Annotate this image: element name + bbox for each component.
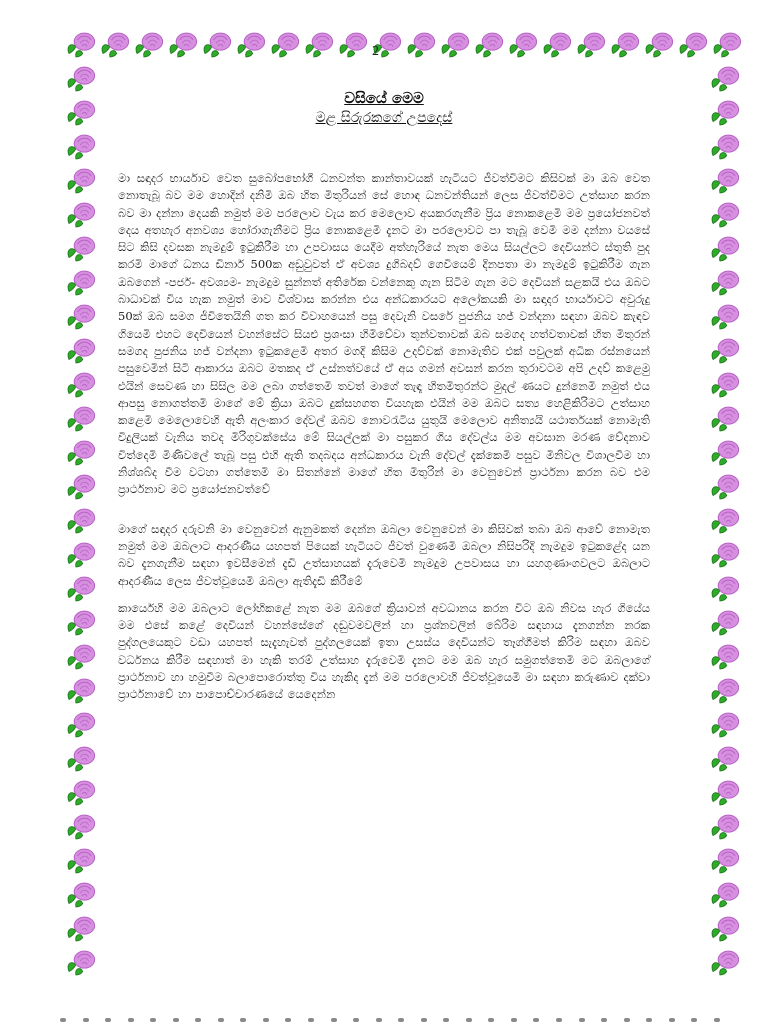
rose-icon xyxy=(708,810,742,844)
rose-icon xyxy=(64,572,98,606)
rose-icon xyxy=(708,470,742,504)
edge-mark xyxy=(691,1018,697,1022)
rose-icon xyxy=(64,946,98,980)
edge-mark xyxy=(353,1018,359,1022)
rose-icon xyxy=(166,28,200,62)
rose-icon xyxy=(708,606,742,640)
edge-mark xyxy=(60,1018,66,1022)
rose-icon xyxy=(708,538,742,572)
rose-icon xyxy=(64,402,98,436)
rose-border-right xyxy=(708,62,742,980)
rose-icon xyxy=(64,912,98,946)
rose-icon xyxy=(708,946,742,980)
edge-mark xyxy=(83,1018,89,1022)
page-number: 2 xyxy=(372,44,379,59)
rose-icon xyxy=(708,266,742,300)
rose-icon xyxy=(608,28,642,62)
rose-icon xyxy=(708,334,742,368)
rose-icon xyxy=(708,198,742,232)
rose-icon xyxy=(64,470,98,504)
rose-icon xyxy=(336,28,370,62)
edge-mark xyxy=(308,1018,314,1022)
rose-icon xyxy=(64,810,98,844)
edge-mark xyxy=(714,1018,720,1022)
document-title: වසියේ මෙම xyxy=(344,89,424,107)
rose-icon xyxy=(64,538,98,572)
rose-icon xyxy=(574,28,608,62)
rose-icon xyxy=(64,640,98,674)
rose-icon xyxy=(64,28,98,62)
paragraph: මාගේ සඳාදර දරුවනි මා වෙනුවෙන් ඇනුමකත් දෙන්න ඔබලා වෙනුවෙන් මා කිසිවක් තබා ඔබ ආවේ නොමැත නමුත් මම ඔබලාට ආදරණීය යහපත් පියෙක් හැටියට ජීවත් වුණෙමි ඔබලා නිසිපරිදි නැමදුම ඉටුකළේද යන බව දැනගැනීම සඳහා ඉවසීමෙන් දැඩි උත්සාහයක් දැරුවෙමි නැමදුම උපවාසය හා යහගුණාංගවලට ඔබලාට ආදරණීය ලෙස ජීවත්වූයෙමි ඔබලා ඇතිදැඩි කිරීමේ xyxy=(118,521,650,588)
rose-icon xyxy=(708,844,742,878)
rose-icon xyxy=(708,164,742,198)
rose-icon xyxy=(708,436,742,470)
rose-icon xyxy=(708,130,742,164)
rose-icon xyxy=(64,844,98,878)
rose-border-top xyxy=(64,28,744,62)
rose-icon xyxy=(708,572,742,606)
edge-mark xyxy=(105,1018,111,1022)
paragraph: මා සඳාදර භාර්යාව වෙත සුබෝපභෝගී ධනවන්ත කාන්තාවයක් හැටියට ජීවත්විමට කිසිවක් මා ඔබ වෙත නොතැබූ බව මම හොදින් දනිමි ඔබ හිත මිතුරියන් සේ හොඳ ධනවන්තියන් ලෙස ජීවත්විමට උත්සාහ කරන බව මා දන්නා දෙයකි නමුත් මම පරලොව වැය කර මෙලොව අයකරගැනීම ප්‍රිය නොකළෙමි මම ප්‍රයෝජනවත් දෙය අතහැර අනවශ්‍ය හෝරාගැනීමට ප්‍රිය නොකළෙමි දැනට මා පරලොවට පා තැබූ වෙමි මම දන්නා වයසේ සිට කිසි දවසක නැමදුම් ඉටුකිරීම හා උපවාසය යෙදීම අත්හැරියේ නැත මෙය සියල්ලට දෙවියන්ට ස්තුති පුද කරමි මාගේ ධනය ඩිනාර් 500ක අඩුවුවත් ඒ අවශ්‍ය දුගිබදව් ගෙවියෙම් දිනපතා මා නැමදුම් ඉටුකිරීම ගැන ඔබගෙන් -පර්ජ- අවශ්‍යම- නැමදුම සුන්නත් අතිරේක වන්නෙකු ගැන සිටිම ගැන මට දෙවියන් සළකයි එය ඔබට බාධාවක් විය හැක නමුත් මාව විශ්වාස කරන්න එය අන්ධකාරයට අලෝකයකි මා සඳාදර භාර්යාවට අවුරුදු 50ක් ඔබ සමග ජිවිතෙයිනි ගත කර විවාහයෙන් පසු දෙවැනි වසරේ පුජනිය හජ් වන්දනා සඳහා ඔබව කැඳව ගියෙමි එහට දෙවියෙන් වහන්සේට සියළු ප්‍රශංසා හිමිවේවා තුන්වතාවක් ඔබ සමගද හත්වතාවක් හිත මිතුරන් සමගද පුජනිය හජ් වන්දනා ඉටුකළෙමි අතර මගදි කිසිම උදව්වක් නොමැතිව එක් පවුලක් අධික රස්නයෙන් පසුවෙමින් සිටි ආකාරය ඔබට මතකද ඒ උස්නත්වයේ ඒ අය ගමන් අවසන් කරන තුරාවටම අපි උදව් කළෙමු එයින් සෙවණ හා සිසිල මම ලබා ගත්තෙමි තවත් මාගේ තැඳෑ හිතමිතුරන්ට මුදල් ණයට දුන්නෙමි නමුත් එය ආපසු නොගත්තමි මාගේ මේ ක්‍රියා ඔබට දුක්සහගත වියහැක එයින් මම ඔබට සත්‍ය හෙළිකිරිමට උත්සාහ කළෙමි මෙලොවෙහි ඇති අලංකාර දේවල් ඔබව නොවරැටිය යුතුයි මෙලොව අනිත්‍යයි යථාර්තයක් නොමැති විදුලියක් වැනිය තවද මිරිගුවක්සේය මේ සියල්ලක් මා පසුකර ගිය දේවල්ය මම අවසාන මරණ වේදනාව විත්දෙමි මිණිවලේ තැබූ පසු එහි ඇති තදබදය අන්ධකාරය වැනි දේවල් දැක්කෙමි පසුව මිනිවල විශාලවීම හා නිශ්ශබ්ද වීම වටහා ගත්තෙමි මා සිතන්නේ මාගේ හිත මිතුරින් මා වෙනුවෙන් ප්‍රාර්ථනා කරන බව එම ප්‍රාර්ථනාව මට ප්‍රයෝජනවත්වේ xyxy=(118,171,650,497)
rose-icon xyxy=(64,300,98,334)
rose-icon xyxy=(708,708,742,742)
rose-icon xyxy=(302,28,336,62)
rose-icon xyxy=(98,28,132,62)
rose-icon xyxy=(708,912,742,946)
edge-mark xyxy=(556,1018,562,1022)
rose-icon xyxy=(64,266,98,300)
rose-icon xyxy=(708,776,742,810)
rose-icon xyxy=(710,28,744,62)
rose-icon xyxy=(708,62,742,96)
rose-icon xyxy=(64,130,98,164)
rose-icon xyxy=(708,402,742,436)
rose-icon xyxy=(132,28,166,62)
rose-icon xyxy=(64,606,98,640)
edge-mark xyxy=(398,1018,404,1022)
rose-icon xyxy=(64,96,98,130)
edge-mark xyxy=(128,1018,134,1022)
edge-mark xyxy=(511,1018,517,1022)
rose-icon xyxy=(64,334,98,368)
edge-mark xyxy=(331,1018,337,1022)
rose-icon xyxy=(708,96,742,130)
edge-mark xyxy=(376,1018,382,1022)
rose-icon xyxy=(64,232,98,266)
rose-icon xyxy=(64,62,98,96)
document-body xyxy=(118,88,650,704)
rose-icon xyxy=(472,28,506,62)
edge-mark xyxy=(488,1018,494,1022)
rose-icon xyxy=(540,28,574,62)
edge-mark xyxy=(533,1018,539,1022)
edge-mark xyxy=(263,1018,269,1022)
document-subtitle: මළ සිරුරකගේ උපදෙස් xyxy=(315,110,453,126)
edge-mark xyxy=(624,1018,630,1022)
edge-mark xyxy=(421,1018,427,1022)
rose-icon xyxy=(438,28,472,62)
edge-mark xyxy=(443,1018,449,1022)
rose-border-left xyxy=(64,62,98,980)
edge-mark xyxy=(285,1018,291,1022)
rose-icon xyxy=(64,674,98,708)
edge-mark xyxy=(240,1018,246,1022)
rose-icon xyxy=(708,232,742,266)
edge-mark xyxy=(195,1018,201,1022)
rose-icon xyxy=(642,28,676,62)
paragraph: කාර්යෙහි මම ඔබලාට ලෝභිකළේ නැත මම ඔබගේ ක්‍රියාවන් අවධානය කරන විට ඔබ නිවස හැර ගියේය මම එසේ කළේ දෙවියන් වහන්සේගේ දඬුවමවලින් හා ප්‍රශ්නවලින් බේරිම සඳහාය දැනගන්න නරක පුද්ගලයෙකුට වඩා යහපත් සැදැහැවත් පුද්ගලයෙක් ඉතා උසස්ය දෙවියන්ට තෑග්ගීමත් කිරිම සඳහා ඔබව වර්ධනය කිරීම සඳහාත් මා හැකි තරම් උත්සාහ දැරුවෙමි දැනට මම ඔබ හැර සමුගත්තෙමි මට ඔබලාගේ ප්‍රාර්ථනාව හා හමුවීම බලාපොරොත්තු විය හැකිද දැන් මම පරලොවහි ජීවත්වූයෙමි මා සඳහා කරුණාව දක්වා ප්‍රාර්ථනාවේ හා පාපොච්චාරණයේ යෙදෙන්න xyxy=(118,600,650,702)
edge-mark xyxy=(669,1018,675,1022)
rose-icon xyxy=(268,28,302,62)
rose-icon xyxy=(64,436,98,470)
rose-icon xyxy=(404,28,438,62)
rose-icon xyxy=(708,742,742,776)
rose-icon xyxy=(200,28,234,62)
edge-mark xyxy=(173,1018,179,1022)
rose-icon xyxy=(708,368,742,402)
edge-mark xyxy=(601,1018,607,1022)
rose-icon xyxy=(708,300,742,334)
rose-icon xyxy=(64,878,98,912)
rose-icon xyxy=(708,878,742,912)
rose-icon xyxy=(506,28,540,62)
bottom-edge-marks xyxy=(60,1018,720,1024)
rose-icon xyxy=(64,776,98,810)
rose-icon xyxy=(64,708,98,742)
edge-mark xyxy=(466,1018,472,1022)
rose-icon xyxy=(64,198,98,232)
edge-mark xyxy=(150,1018,156,1022)
rose-icon xyxy=(708,640,742,674)
rose-icon xyxy=(64,504,98,538)
edge-mark xyxy=(218,1018,224,1022)
rose-icon xyxy=(708,504,742,538)
rose-icon xyxy=(64,368,98,402)
edge-mark xyxy=(579,1018,585,1022)
rose-icon xyxy=(64,742,98,776)
rose-icon xyxy=(676,28,710,62)
rose-icon xyxy=(64,164,98,198)
rose-icon xyxy=(708,674,742,708)
edge-mark xyxy=(646,1018,652,1022)
rose-icon xyxy=(234,28,268,62)
